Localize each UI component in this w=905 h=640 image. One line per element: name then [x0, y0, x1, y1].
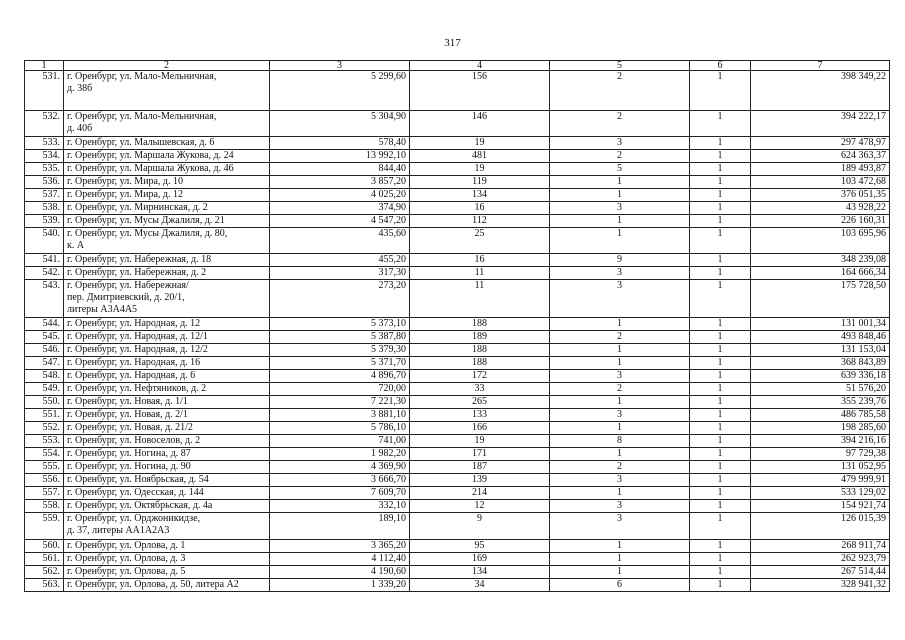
- address-cell: г. Оренбург, ул. Октябрьская, д. 4а: [64, 500, 270, 513]
- sum-cell: 131 001,34: [751, 318, 890, 331]
- sum-cell: 103 695,96: [751, 228, 890, 254]
- area-cell: 1 339,20: [270, 579, 410, 592]
- page-number: 317: [444, 37, 461, 49]
- address-cell: г. Оренбург, ул. Орлова, д. 5: [64, 566, 270, 579]
- col5-cell: 3: [550, 409, 690, 422]
- area-cell: 7 221,30: [270, 396, 410, 409]
- col4-cell: 187: [410, 461, 550, 474]
- col6-cell: 1: [690, 579, 751, 592]
- col5-cell: 1: [550, 189, 690, 202]
- row-number: 547.: [25, 357, 64, 370]
- col4-cell: 95: [410, 540, 550, 553]
- register-table: [24, 60, 890, 592]
- area-cell: 5 387,80: [270, 331, 410, 344]
- sum-cell: 348 239,08: [751, 254, 890, 267]
- row-number: 539.: [25, 215, 64, 228]
- col5-cell: 3: [550, 500, 690, 513]
- area-cell: 3 881,10: [270, 409, 410, 422]
- col4-cell: 16: [410, 202, 550, 215]
- row-number: 544.: [25, 318, 64, 331]
- col6-cell: 1: [690, 176, 751, 189]
- table-row: [25, 579, 890, 592]
- area-cell: 13 992,10: [270, 150, 410, 163]
- area-cell: 578,40: [270, 137, 410, 150]
- row-number: 550.: [25, 396, 64, 409]
- col5-cell: 1: [550, 176, 690, 189]
- col6-cell: 1: [690, 357, 751, 370]
- col6-cell: 1: [690, 331, 751, 344]
- row-number: 534.: [25, 150, 64, 163]
- address-cell: г. Оренбург, ул. Орлова, д. 1: [64, 540, 270, 553]
- col6-cell: 1: [690, 435, 751, 448]
- col5-cell: 2: [550, 383, 690, 396]
- table-row: [25, 137, 890, 150]
- col4-cell: 12: [410, 500, 550, 513]
- area-cell: 4 025,20: [270, 189, 410, 202]
- address-cell: г. Оренбург, ул. Ногина, д. 87: [64, 448, 270, 461]
- address-cell: г. Оренбург, ул. Ноябрьская, д. 54: [64, 474, 270, 487]
- col-header: 5: [550, 61, 690, 71]
- area-cell: 317,30: [270, 267, 410, 280]
- col5-cell: 1: [550, 215, 690, 228]
- col4-cell: 189: [410, 331, 550, 344]
- col-header: 1: [25, 61, 64, 71]
- col4-cell: 188: [410, 318, 550, 331]
- col4-cell: 134: [410, 566, 550, 579]
- sum-cell: 97 729,38: [751, 448, 890, 461]
- row-number: 554.: [25, 448, 64, 461]
- address-cell: г. Оренбург, ул. Набережная, д. 18: [64, 254, 270, 267]
- col-header: 3: [270, 61, 410, 71]
- sum-cell: 394 222,17: [751, 111, 890, 137]
- address-cell: г. Оренбург, ул. Новая, д. 2/1: [64, 409, 270, 422]
- col4-cell: 166: [410, 422, 550, 435]
- table-row: [25, 540, 890, 553]
- address-cell: г. Оренбург, ул. Орлова, д. 3: [64, 553, 270, 566]
- area-cell: 189,10: [270, 513, 410, 540]
- row-number: 552.: [25, 422, 64, 435]
- col6-cell: 1: [690, 344, 751, 357]
- area-cell: 5 379,30: [270, 344, 410, 357]
- area-cell: 5 304,90: [270, 111, 410, 137]
- col6-cell: 1: [690, 540, 751, 553]
- col6-cell: 1: [690, 461, 751, 474]
- col4-cell: 481: [410, 150, 550, 163]
- area-cell: 5 371,70: [270, 357, 410, 370]
- table-row: [25, 553, 890, 566]
- area-cell: 435,60: [270, 228, 410, 254]
- col4-cell: 19: [410, 435, 550, 448]
- sum-cell: 198 285,60: [751, 422, 890, 435]
- row-number: 551.: [25, 409, 64, 422]
- table-row: [25, 396, 890, 409]
- col4-cell: 9: [410, 513, 550, 540]
- col4-cell: 188: [410, 357, 550, 370]
- address-cell: г. Оренбург, ул. Народная, д. 12/2: [64, 344, 270, 357]
- area-cell: 4 369,90: [270, 461, 410, 474]
- col5-cell: 1: [550, 487, 690, 500]
- col4-cell: 19: [410, 163, 550, 176]
- col-header: 2: [64, 61, 270, 71]
- col6-cell: 1: [690, 409, 751, 422]
- table-row: [25, 176, 890, 189]
- sum-cell: 394 216,16: [751, 435, 890, 448]
- col4-cell: 33: [410, 383, 550, 396]
- col4-cell: 11: [410, 267, 550, 280]
- table-row: [25, 409, 890, 422]
- col5-cell: 3: [550, 202, 690, 215]
- table-row: [25, 422, 890, 435]
- row-number: 557.: [25, 487, 64, 500]
- sum-cell: 131 153,04: [751, 344, 890, 357]
- col6-cell: 1: [690, 267, 751, 280]
- col6-cell: 1: [690, 487, 751, 500]
- sum-cell: 126 015,39: [751, 513, 890, 540]
- table-row: [25, 461, 890, 474]
- table-row: [25, 370, 890, 383]
- area-cell: 4 896,70: [270, 370, 410, 383]
- table-row: [25, 215, 890, 228]
- table-row: [25, 474, 890, 487]
- sum-cell: 355 239,76: [751, 396, 890, 409]
- col4-cell: 19: [410, 137, 550, 150]
- address-cell: г. Оренбург, ул. Новоселов, д. 2: [64, 435, 270, 448]
- sum-cell: 51 576,20: [751, 383, 890, 396]
- col6-cell: 1: [690, 163, 751, 176]
- col5-cell: 6: [550, 579, 690, 592]
- row-number: 541.: [25, 254, 64, 267]
- address-cell: г. Оренбург, ул. Мало-Мельничная, д. 40б: [64, 111, 270, 137]
- table-row: [25, 280, 890, 318]
- sum-cell: 368 843,89: [751, 357, 890, 370]
- col6-cell: 1: [690, 228, 751, 254]
- row-number: 556.: [25, 474, 64, 487]
- row-number: 532.: [25, 111, 64, 137]
- table-row: [25, 267, 890, 280]
- col-header: 4: [410, 61, 550, 71]
- area-cell: 3 666,70: [270, 474, 410, 487]
- col5-cell: 3: [550, 267, 690, 280]
- area-cell: 5 373,10: [270, 318, 410, 331]
- address-cell: г. Оренбург, ул. Мирнинская, д. 2: [64, 202, 270, 215]
- col6-cell: 1: [690, 474, 751, 487]
- col6-cell: 1: [690, 189, 751, 202]
- sum-cell: 267 514,44: [751, 566, 890, 579]
- col5-cell: 2: [550, 111, 690, 137]
- col5-cell: 3: [550, 474, 690, 487]
- col5-cell: 2: [550, 150, 690, 163]
- table-row: [25, 111, 890, 137]
- sum-cell: 376 051,35: [751, 189, 890, 202]
- area-cell: 844,40: [270, 163, 410, 176]
- table-row: [25, 318, 890, 331]
- table-row: [25, 435, 890, 448]
- table-row: [25, 150, 890, 163]
- col4-cell: 146: [410, 111, 550, 137]
- table-row: [25, 189, 890, 202]
- col5-cell: 2: [550, 461, 690, 474]
- area-cell: 3 365,20: [270, 540, 410, 553]
- col5-cell: 1: [550, 357, 690, 370]
- table-row: [25, 500, 890, 513]
- address-cell: г. Оренбург, ул. Маршала Жукова, д. 24: [64, 150, 270, 163]
- row-number: 536.: [25, 176, 64, 189]
- sum-cell: 226 160,31: [751, 215, 890, 228]
- col6-cell: 1: [690, 137, 751, 150]
- row-number: 549.: [25, 383, 64, 396]
- address-cell: г. Оренбург, ул. Ногина, д. 90: [64, 461, 270, 474]
- sum-cell: 493 848,46: [751, 331, 890, 344]
- area-cell: 720,00: [270, 383, 410, 396]
- col5-cell: 1: [550, 396, 690, 409]
- address-cell: г. Оренбург, ул. Новая, д. 1/1: [64, 396, 270, 409]
- table-row: [25, 513, 890, 540]
- col6-cell: 1: [690, 150, 751, 163]
- table-row: [25, 71, 890, 111]
- area-cell: 7 609,70: [270, 487, 410, 500]
- address-cell: г. Оренбург, ул. Народная, д. 12: [64, 318, 270, 331]
- col6-cell: 1: [690, 71, 751, 111]
- col6-cell: 1: [690, 254, 751, 267]
- col6-cell: 1: [690, 370, 751, 383]
- col5-cell: 3: [550, 370, 690, 383]
- col5-cell: 2: [550, 71, 690, 111]
- col6-cell: 1: [690, 553, 751, 566]
- header-row: [25, 61, 890, 71]
- row-number: 533.: [25, 137, 64, 150]
- col4-cell: 156: [410, 71, 550, 111]
- sum-cell: 486 785,58: [751, 409, 890, 422]
- row-number: 531.: [25, 71, 64, 111]
- col-header: 6: [690, 61, 751, 71]
- address-cell: г. Оренбург, ул. Одесская, д. 144: [64, 487, 270, 500]
- col6-cell: 1: [690, 202, 751, 215]
- sum-cell: 328 941,32: [751, 579, 890, 592]
- col4-cell: 119: [410, 176, 550, 189]
- row-number: 555.: [25, 461, 64, 474]
- col5-cell: 1: [550, 553, 690, 566]
- col6-cell: 1: [690, 566, 751, 579]
- col5-cell: 5: [550, 163, 690, 176]
- row-number: 538.: [25, 202, 64, 215]
- sum-cell: 268 911,74: [751, 540, 890, 553]
- col6-cell: 1: [690, 422, 751, 435]
- area-cell: 374,90: [270, 202, 410, 215]
- area-cell: 4 547,20: [270, 215, 410, 228]
- sum-cell: 624 363,37: [751, 150, 890, 163]
- address-cell: г. Оренбург, ул. Новая, д. 21/2: [64, 422, 270, 435]
- address-cell: г. Оренбург, ул. Орджоникидзе, д. 37, литеры АА1А2А3: [64, 513, 270, 540]
- address-cell: г. Оренбург, ул. Малышевская, д. 6: [64, 137, 270, 150]
- address-cell: г. Оренбург, ул. Народная, д. 12/1: [64, 331, 270, 344]
- col5-cell: 9: [550, 254, 690, 267]
- col6-cell: 1: [690, 318, 751, 331]
- table-row: [25, 202, 890, 215]
- sum-cell: 297 478,97: [751, 137, 890, 150]
- row-number: 540.: [25, 228, 64, 254]
- col6-cell: 1: [690, 396, 751, 409]
- col4-cell: 134: [410, 189, 550, 202]
- col6-cell: 1: [690, 215, 751, 228]
- sum-cell: 175 728,50: [751, 280, 890, 318]
- area-cell: 5 786,10: [270, 422, 410, 435]
- area-cell: 4 112,40: [270, 553, 410, 566]
- row-number: 559.: [25, 513, 64, 540]
- address-cell: г. Оренбург, ул. Народная, д. 6: [64, 370, 270, 383]
- col5-cell: 1: [550, 566, 690, 579]
- table-row: [25, 566, 890, 579]
- row-number: 562.: [25, 566, 64, 579]
- table-row: [25, 254, 890, 267]
- row-number: 545.: [25, 331, 64, 344]
- col6-cell: 1: [690, 111, 751, 137]
- address-cell: г. Оренбург, ул. Орлова, д. 50, литера А2: [64, 579, 270, 592]
- area-cell: 5 299,60: [270, 71, 410, 111]
- table-row: [25, 163, 890, 176]
- address-cell: г. Оренбург, ул. Нефтяников, д. 2: [64, 383, 270, 396]
- col4-cell: 34: [410, 579, 550, 592]
- address-cell: г. Оренбург, ул. Мира, д. 10: [64, 176, 270, 189]
- row-number: 546.: [25, 344, 64, 357]
- row-number: 553.: [25, 435, 64, 448]
- row-number: 561.: [25, 553, 64, 566]
- sum-cell: 479 999,91: [751, 474, 890, 487]
- col5-cell: 1: [550, 448, 690, 461]
- col4-cell: 16: [410, 254, 550, 267]
- sum-cell: 164 666,34: [751, 267, 890, 280]
- table-row: [25, 331, 890, 344]
- table-row: [25, 228, 890, 254]
- col5-cell: 1: [550, 422, 690, 435]
- sum-cell: 131 052,95: [751, 461, 890, 474]
- row-number: 560.: [25, 540, 64, 553]
- area-cell: 1 982,20: [270, 448, 410, 461]
- col6-cell: 1: [690, 500, 751, 513]
- col5-cell: 2: [550, 331, 690, 344]
- col6-cell: 1: [690, 448, 751, 461]
- col5-cell: 3: [550, 513, 690, 540]
- sum-cell: 154 921,74: [751, 500, 890, 513]
- col6-cell: 1: [690, 513, 751, 540]
- area-cell: 741,00: [270, 435, 410, 448]
- col5-cell: 8: [550, 435, 690, 448]
- table-row: [25, 487, 890, 500]
- col5-cell: 1: [550, 318, 690, 331]
- col-header: 7: [751, 61, 890, 71]
- row-number: 558.: [25, 500, 64, 513]
- col5-cell: 1: [550, 540, 690, 553]
- table-row: [25, 357, 890, 370]
- col4-cell: 112: [410, 215, 550, 228]
- col6-cell: 1: [690, 280, 751, 318]
- col6-cell: 1: [690, 383, 751, 396]
- address-cell: г. Оренбург, ул. Мало-Мельничная, д. 38б: [64, 71, 270, 111]
- row-number: 537.: [25, 189, 64, 202]
- area-cell: 273,20: [270, 280, 410, 318]
- table-body: [25, 71, 890, 592]
- sum-cell: 262 923,79: [751, 553, 890, 566]
- col4-cell: 265: [410, 396, 550, 409]
- area-cell: 455,20: [270, 254, 410, 267]
- table-row: [25, 448, 890, 461]
- address-cell: г. Оренбург, ул. Набережная, д. 2: [64, 267, 270, 280]
- table-row: [25, 383, 890, 396]
- col4-cell: 214: [410, 487, 550, 500]
- sum-cell: 639 336,18: [751, 370, 890, 383]
- sum-cell: 43 928,22: [751, 202, 890, 215]
- col5-cell: 1: [550, 344, 690, 357]
- col5-cell: 3: [550, 137, 690, 150]
- col5-cell: 1: [550, 228, 690, 254]
- address-cell: г. Оренбург, ул. Мира, д. 12: [64, 189, 270, 202]
- row-number: 542.: [25, 267, 64, 280]
- address-cell: г. Оренбург, ул. Набережная/ пер. Дмитриевский, д. 20/1, литеры А3А4А5: [64, 280, 270, 318]
- sum-cell: 533 129,02: [751, 487, 890, 500]
- col4-cell: 133: [410, 409, 550, 422]
- table-row: [25, 344, 890, 357]
- col4-cell: 11: [410, 280, 550, 318]
- sum-cell: 189 493,87: [751, 163, 890, 176]
- address-cell: г. Оренбург, ул. Маршала Жукова, д. 46: [64, 163, 270, 176]
- col5-cell: 3: [550, 280, 690, 318]
- sum-cell: 398 349,22: [751, 71, 890, 111]
- row-number: 535.: [25, 163, 64, 176]
- address-cell: г. Оренбург, ул. Мусы Джалиля, д. 21: [64, 215, 270, 228]
- col4-cell: 139: [410, 474, 550, 487]
- row-number: 543.: [25, 280, 64, 318]
- area-cell: 3 857,20: [270, 176, 410, 189]
- row-number: 563.: [25, 579, 64, 592]
- area-cell: 332,10: [270, 500, 410, 513]
- col4-cell: 25: [410, 228, 550, 254]
- sum-cell: 103 472,68: [751, 176, 890, 189]
- col4-cell: 172: [410, 370, 550, 383]
- col4-cell: 188: [410, 344, 550, 357]
- address-cell: г. Оренбург, ул. Народная, д. 16: [64, 357, 270, 370]
- area-cell: 4 190,60: [270, 566, 410, 579]
- col4-cell: 169: [410, 553, 550, 566]
- col4-cell: 171: [410, 448, 550, 461]
- address-cell: г. Оренбург, ул. Мусы Джалиля, д. 80, к. А: [64, 228, 270, 254]
- row-number: 548.: [25, 370, 64, 383]
